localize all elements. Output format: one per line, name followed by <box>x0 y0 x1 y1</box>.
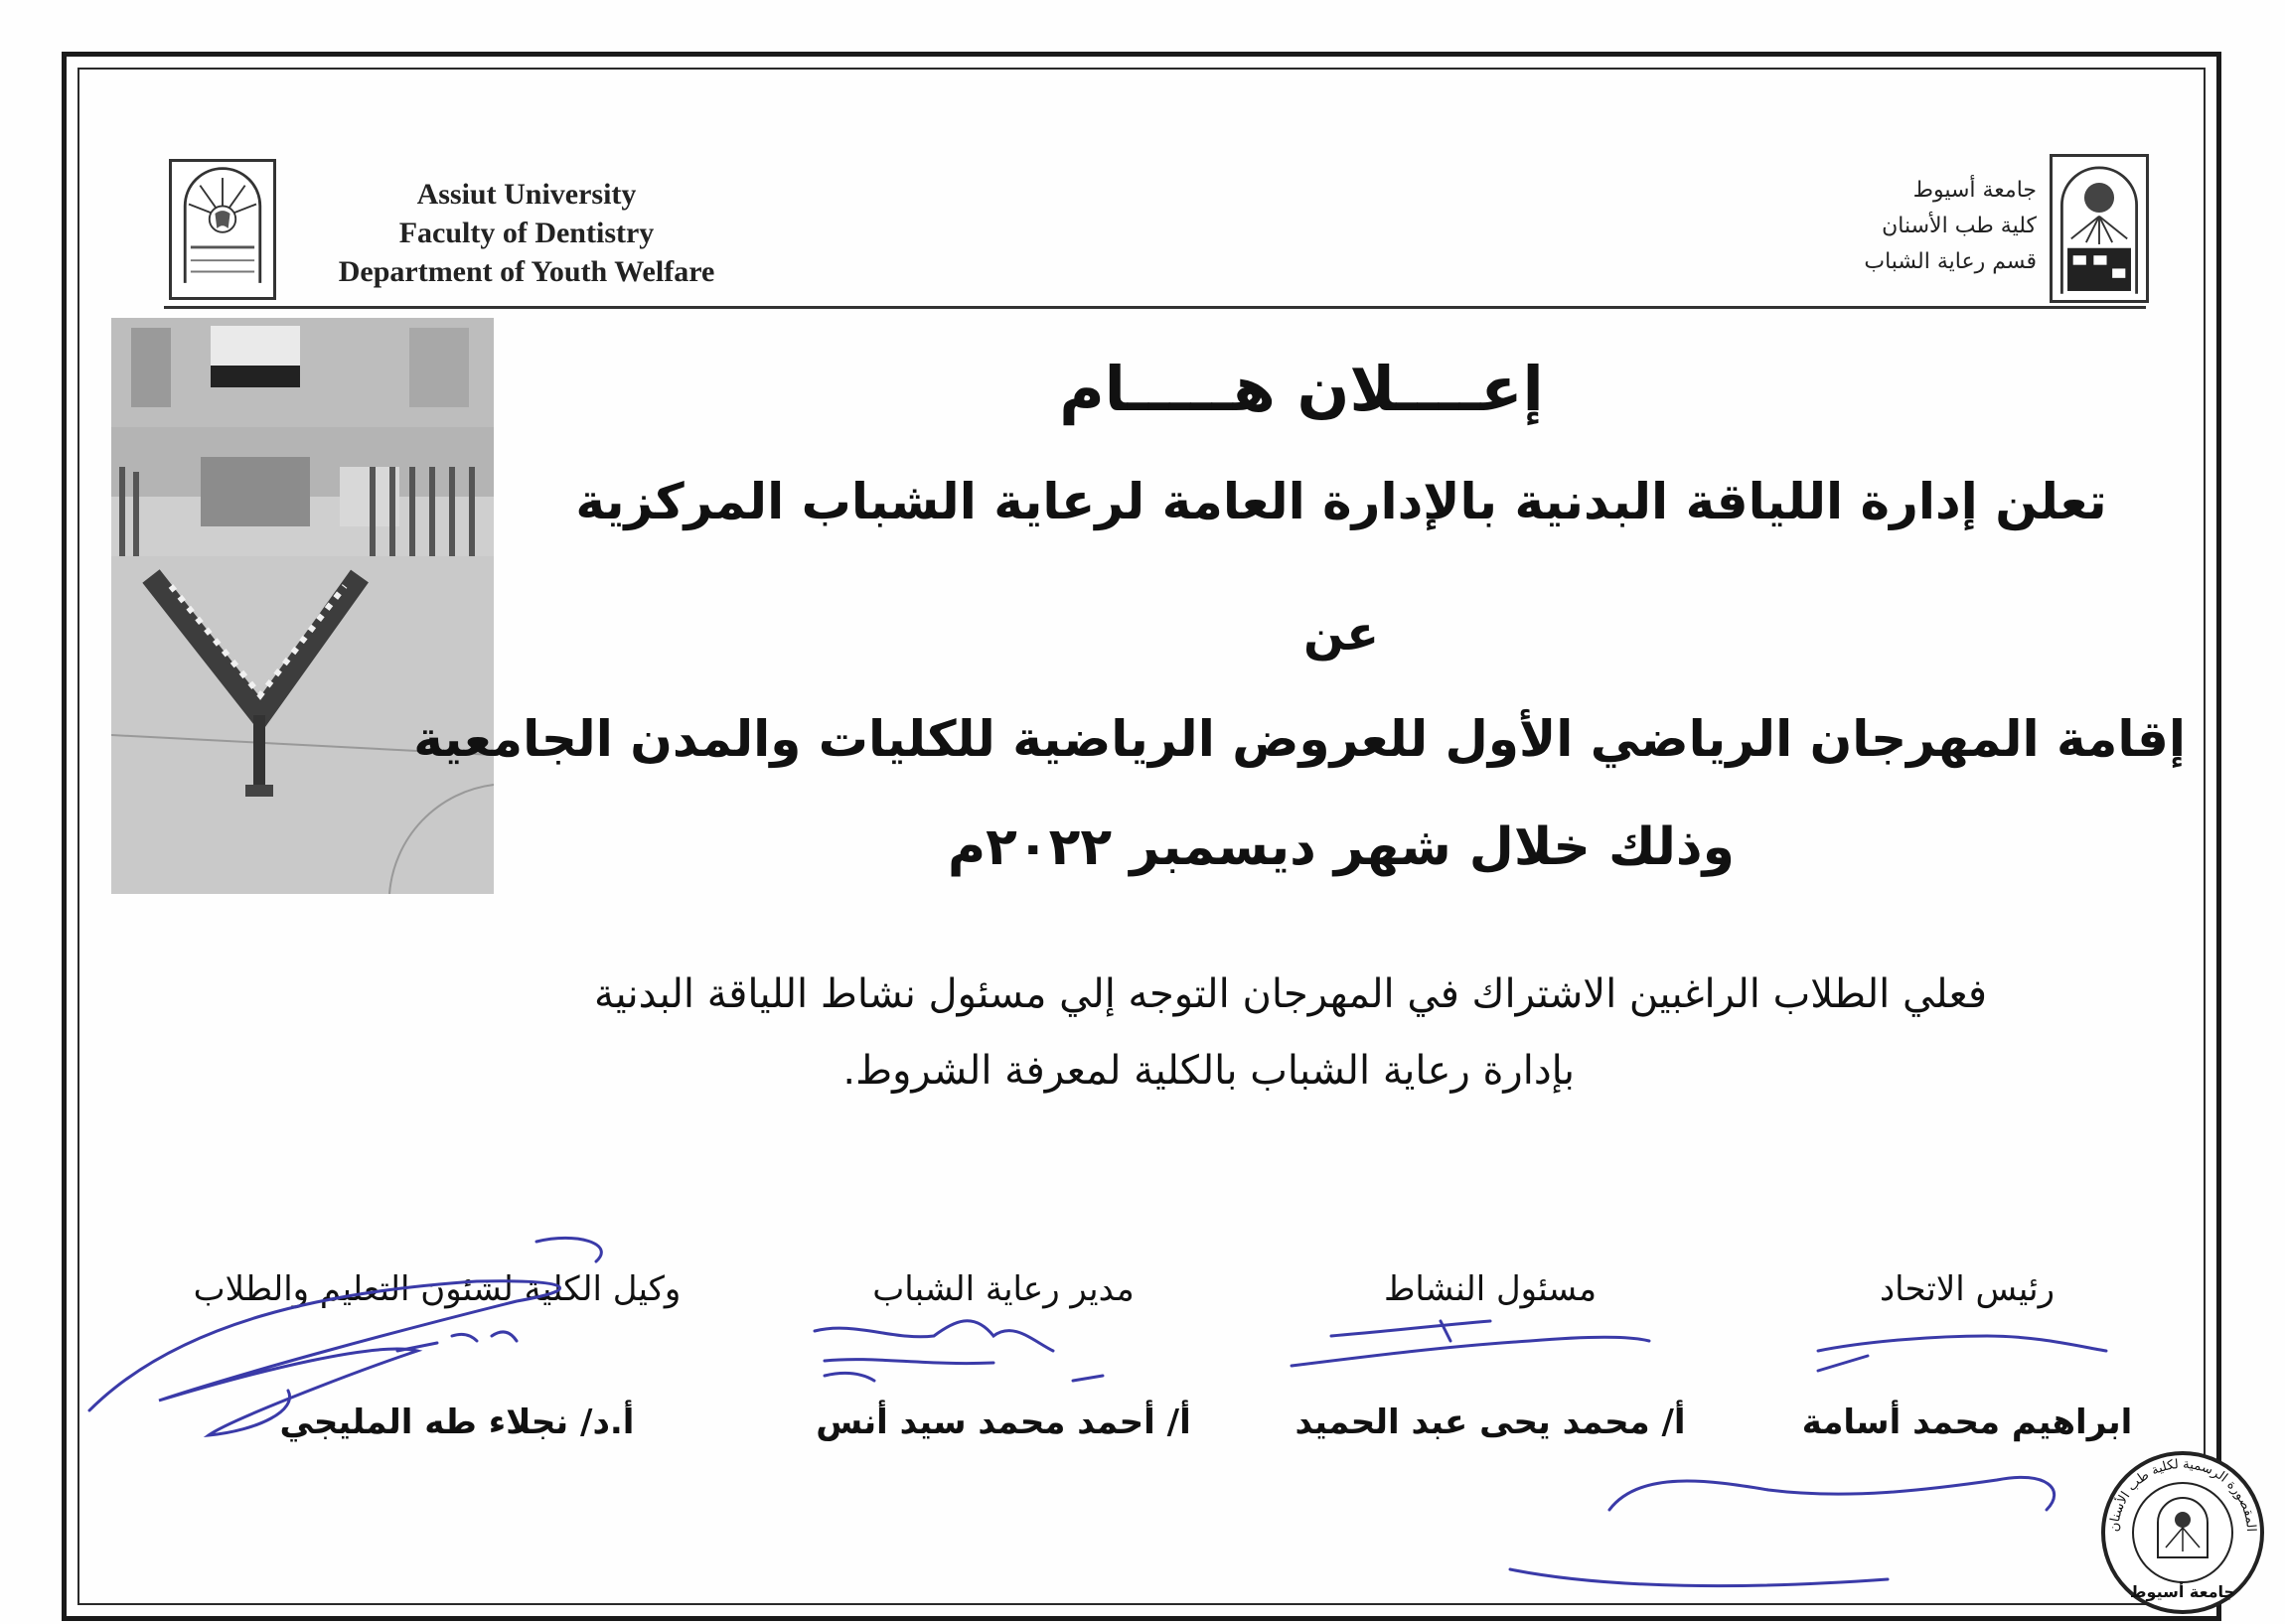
announcement-line-2: عن <box>1303 606 1379 662</box>
signature-name-union-president: ابراهيم محمد أسامة <box>1801 1403 2133 1442</box>
signature-name-youth-welfare-director: أ/ أحمد محمد سيد أنس <box>816 1403 1191 1442</box>
seal-ring-text: المقصورة الرسمية لكلية طب الأسنان <box>2106 1456 2259 1533</box>
signature-title-youth-welfare-director: مدير رعاية الشباب <box>872 1269 1135 1309</box>
signature-name-vice-dean: أ.د/ نجلاء طه المليجي <box>279 1403 635 1442</box>
signature-title-activity-officer: مسئول النشاط <box>1383 1269 1598 1309</box>
signature-title-union-president: رئيس الاتحاد <box>1879 1269 2056 1309</box>
announcement-line-1: تعلن إدارة اللياقة البدنية بالإدارة العامة لرعاية الشباب المركزية <box>575 473 2107 530</box>
festival-photo <box>111 318 494 894</box>
header-divider <box>164 306 2146 309</box>
faculty-logo-emblem <box>172 162 273 297</box>
university-logo-emblem <box>2053 157 2146 300</box>
signature-title-vice-dean: وكيل الكلية لشئون التعليم والطلاب <box>193 1269 682 1309</box>
body-paragraph-2: بإدارة رعاية الشباب بالكلية لمعرفة الشروط. <box>842 1048 1575 1094</box>
announcement-line-4: وذلك خلال شهر ديسمبر ٢٠٢٢م <box>948 817 1735 877</box>
header-english <box>298 175 755 291</box>
university-name-en: Assiut University <box>416 178 637 211</box>
signature-name-activity-officer: أ/ محمد يحى عبد الحميد <box>1295 1403 1686 1442</box>
department-name-en: Department of Youth Welfare <box>338 255 715 288</box>
faculty-name-en: Faculty of Dentistry <box>398 217 655 249</box>
faculty-logo-left <box>169 159 276 300</box>
header-arabic <box>1778 173 2037 280</box>
university-logo-right <box>2050 154 2149 303</box>
faculty-name-ar: كلية طب الأسنان <box>1882 214 2037 238</box>
university-name-ar: جامعة أسيوط <box>1912 178 2037 203</box>
announcement-line-3: إقامة المهرجان الرياضي الأول للعروض الرياضية للكليات والمدن الجامعية <box>413 710 2186 768</box>
body-paragraph-1: فعلي الطلاب الراغبين الاشتراك في المهرجان التوجه إلي مسئول نشاط اللياقة البدنية <box>594 971 1987 1017</box>
official-stamp-seal <box>2098 1448 2267 1617</box>
announcement-title: إعــــلان هـــــام <box>1059 353 1544 425</box>
department-name-ar: قسم رعاية الشباب <box>1864 249 2037 274</box>
seal-bottom-text: جامعة أسيوط <box>2129 1582 2236 1601</box>
